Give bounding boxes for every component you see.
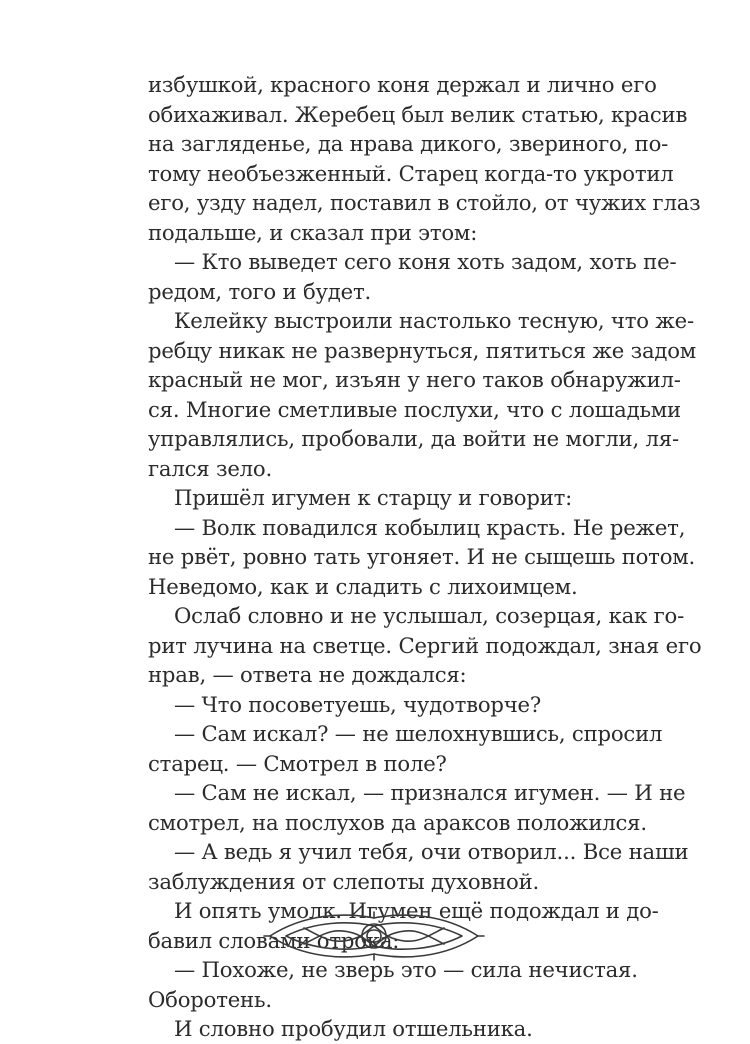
text-line: — Сам не искал, — признался игумен. — И не [174, 780, 686, 805]
text-line: Келейку выстроили настолько тесную, что же- [174, 308, 694, 333]
celtic-knot-ornament-icon [264, 908, 484, 964]
text-line: старец. — Смотрел в поле? [148, 750, 447, 776]
text-line: рит лучина на светце. Сергий подождал, зная его [148, 632, 702, 658]
text-line: редом, того и будет. [148, 278, 372, 304]
text-line: тому необъезженный. Старец когда-то укротил [148, 160, 674, 186]
page-text [148, 70, 702, 1044]
text-line: — А ведь я учил тебя, очи отворил... Все наши [174, 839, 689, 864]
text-line: — Волк повадился кобылиц красть. Не режет, [174, 514, 686, 540]
text-line: Неведомо, как и сладить с лихоимцем. [148, 573, 578, 599]
text-line: — Кто выведет сего коня хоть задом, хоть пе- [174, 249, 677, 274]
text-line: ребцу никак не развернуться, пятиться же задом [148, 337, 697, 363]
text-line: — Похоже, не зверь это — сила нечистая. [174, 957, 638, 982]
text-line: заблуждения от слепоты духовной. [148, 868, 540, 894]
text-line: на загляденье, да нрава дикого, звериного, по- [148, 131, 669, 156]
text-line: подальше, и сказал при этом: [148, 219, 478, 245]
text-line: Оборотень. [148, 986, 272, 1012]
text-line: обихаживал. Жеребец был велик статью, красив [148, 101, 688, 127]
text-line: И словно пробудил отшельника. [174, 1016, 533, 1041]
text-line: Пришёл игумен к старцу и говорит: [174, 485, 573, 510]
text-line: Ослаб словно и не услышал, созерцая, как го- [174, 603, 685, 628]
text-line: избушкой, красного коня держал и лично его [148, 72, 657, 97]
text-line: смотрел, на послухов да араксов положился. [148, 809, 647, 835]
text-line: бавил словами отрока: [148, 927, 400, 953]
text-line: управлялись, пробовали, да войти не могли, ля- [148, 426, 679, 451]
text-line: нрав, — ответа не дождался: [148, 662, 467, 687]
text-line: красный не мог, изъян у него таков обнаружил- [148, 367, 681, 392]
text-line: — Что посоветуешь, чудотворче? [174, 691, 542, 717]
text-line: гался зело. [148, 455, 273, 481]
text-line: не рвёт, ровно тать угоняет. И не сыщешь потом. [148, 544, 696, 569]
text-line: И опять умолк. Игумен ещё подождал и до- [174, 898, 659, 923]
text-line: ся. Многие сметливые послухи, что с лошадьми [148, 396, 681, 422]
text-line: его, узду надел, поставил в стойло, от чужих глаз [148, 190, 701, 215]
text-line: — Сам искал? — не шелохнувшись, спросил [174, 721, 663, 746]
